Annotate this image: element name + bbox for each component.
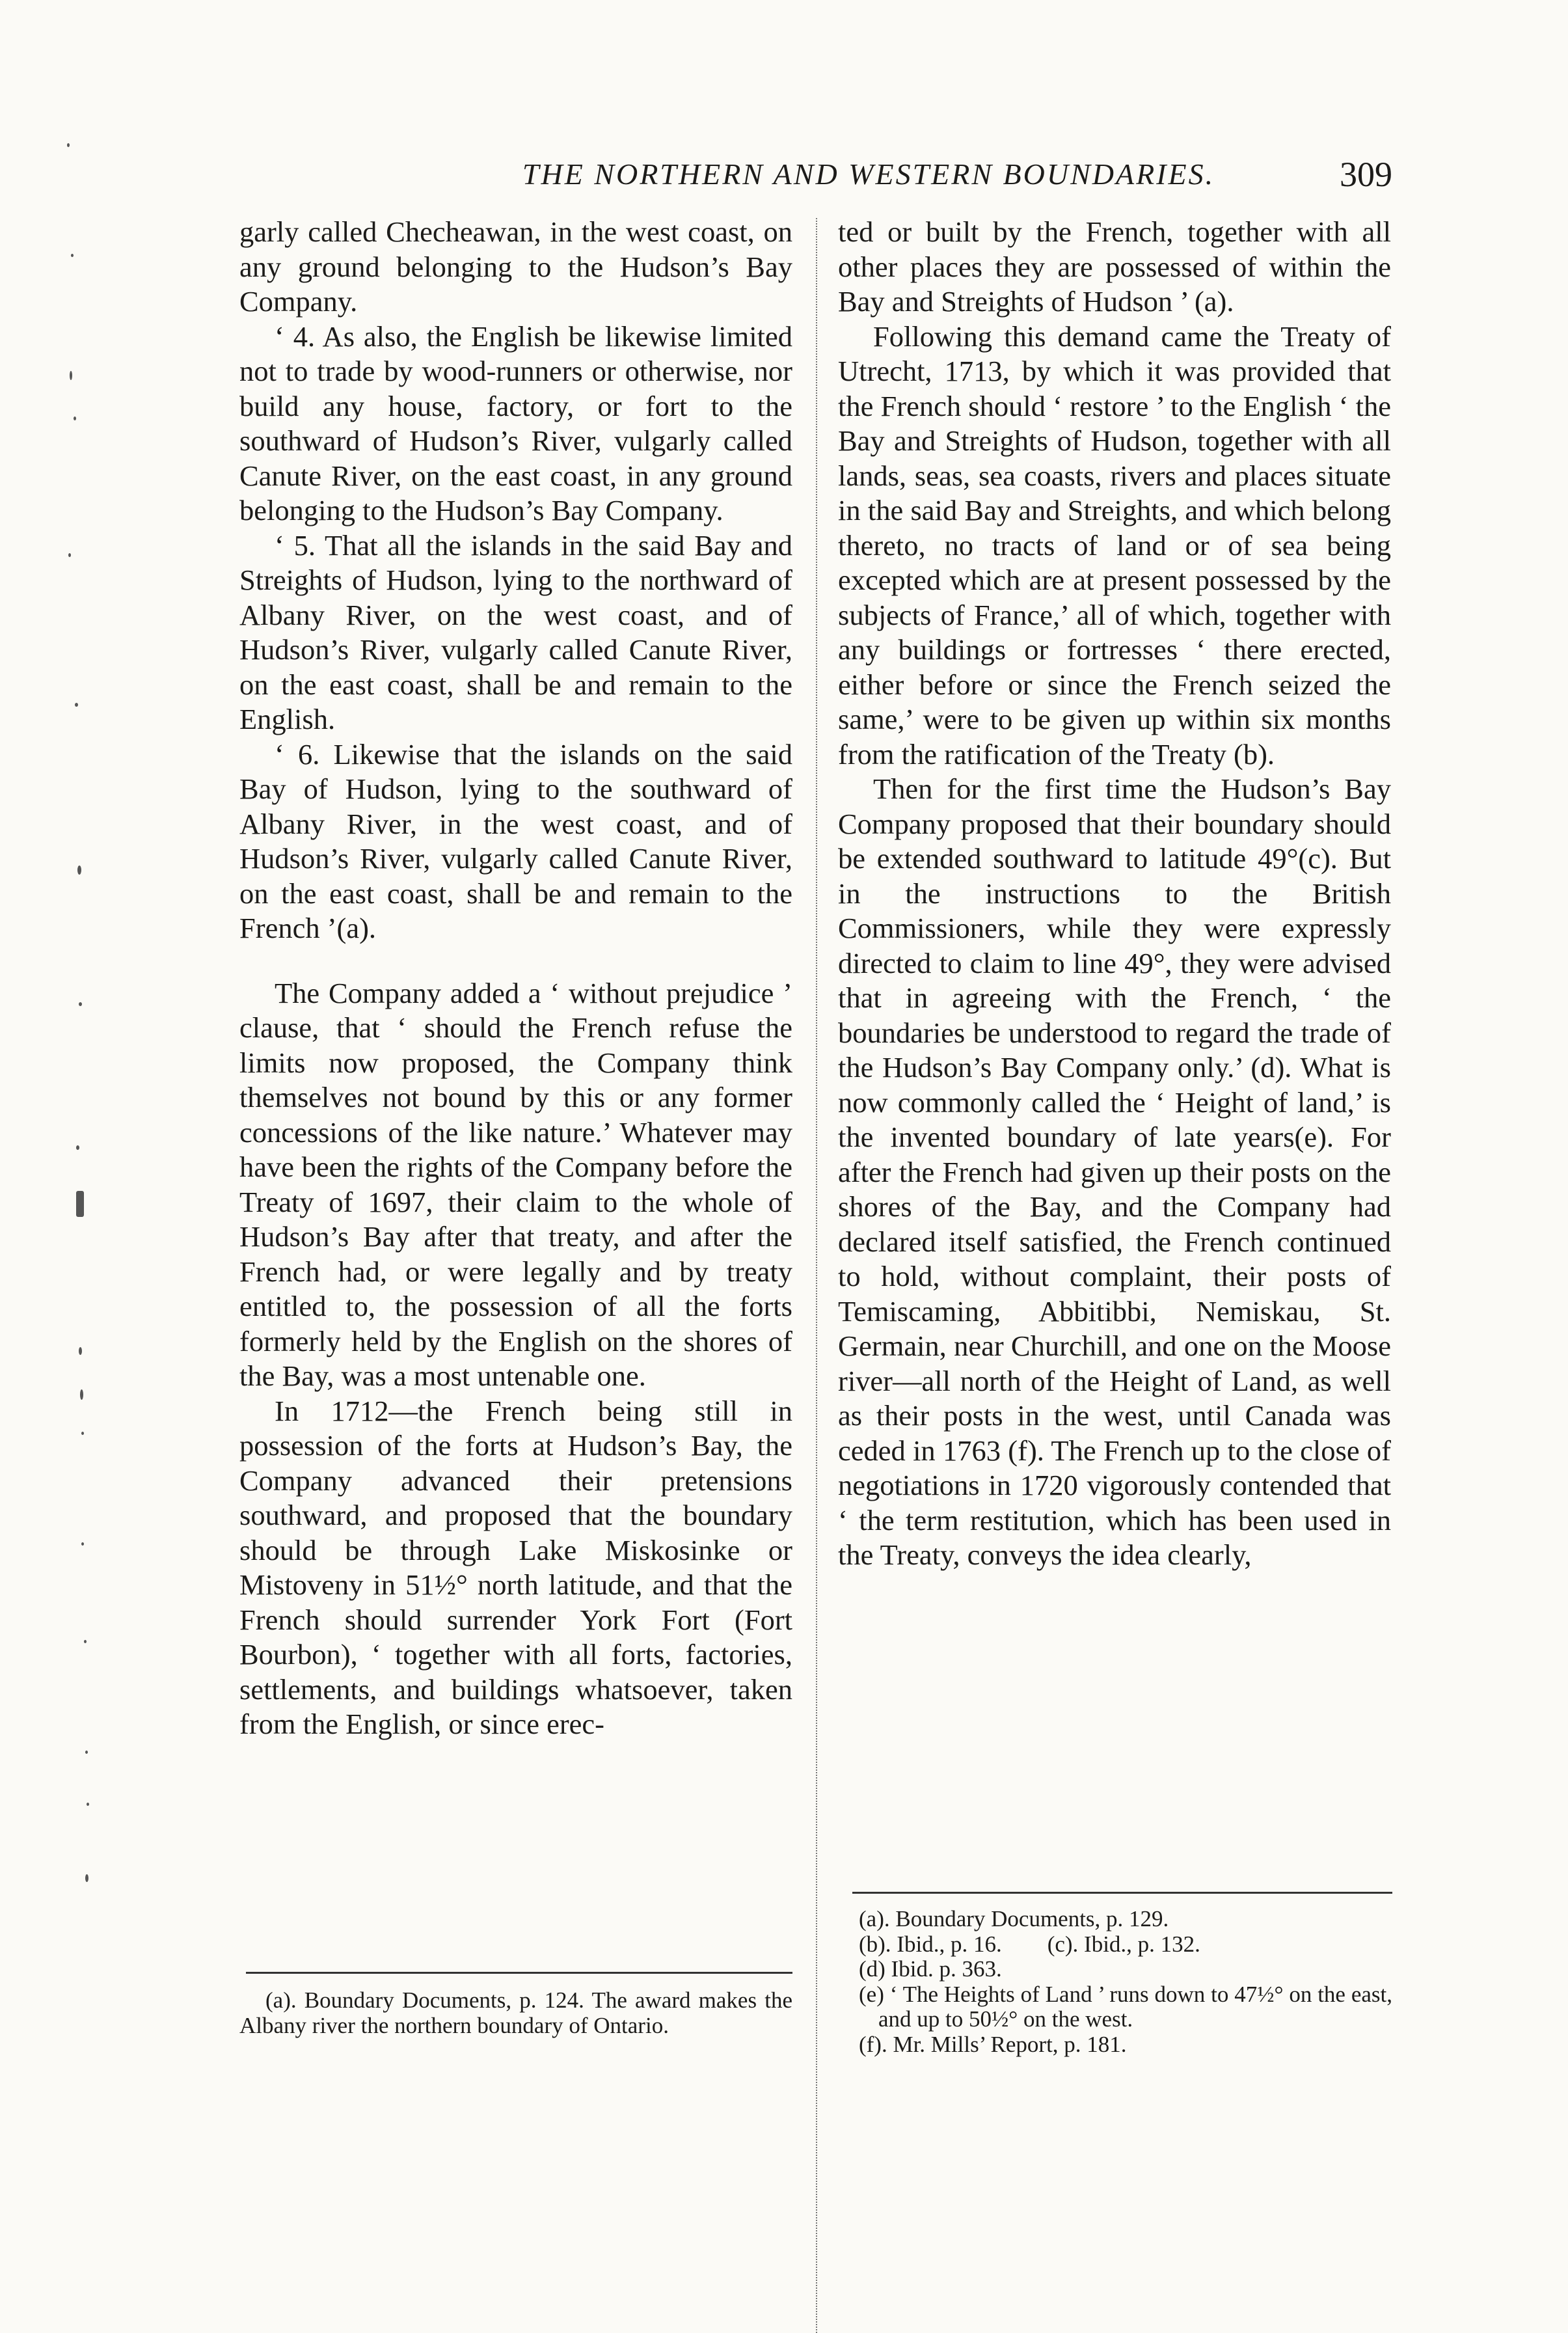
paragraph: Following this demand came the Treaty of Utrecht, 1713, by which it was provided that the French should ‘ restore ’ to the English ‘ the Bay and Streights of Hudson, together with all lands, seas, sea coasts, rivers and places situate in the said Bay and Streights, and which belong thereto, no tracts of land or of sea being excepted which are at present possessed by the subjects of France,’ all of which, together with any buildings or fortresses ‘ there erected, either before or since the French seized the same,’ were to be given up within six months from the ratification of the Treaty (b). <box>838 320 1391 771</box>
footnote: (d) Ibid. p. 363. <box>859 1956 1002 1982</box>
paragraph: Then for the first time the Hudson’s Bay Company proposed that their boundary should be extended southward to latitude 49°(c). But in the instructions to the British Commissioners, while they were expressly directed to claim to line 49°, they were advised that in agreeing with the French, ‘ the boundaries be understood to regard the trade of the Hudson’s Bay Company only.’ (d). What is now commonly called the ‘ Height of land,’ is the invented boundary of late years(e). For after the French had given up their posts on the shores of the Bay, and the Company had declared itself satisfied, the French continued to hold, without complaint, their posts of Temiscaming, Abbitibbi, Nemiskau, St. Germain, near Churchill, and one on the Moose river—all north of the Height of Land, as well as their posts in the west, until Canada was ceded in 1763 (f). The French up to the close of negotiations in 1720 vigorously contended that ‘ the term restitution, which has been used in the Treaty, conveys the idea clearly, <box>838 772 1391 1571</box>
footnote-rule-right <box>852 1892 1392 1894</box>
paragraph: ted or built by the French, together with all other places they are possessed of within the Bay and Streights of Hudson ’ (a). <box>838 215 1391 318</box>
paragraph: garly called Checheawan, in the west coast, on any ground belonging to the Hudson’s Bay Company. <box>239 215 792 318</box>
footnote: (f). Mr. Mills’ Report, p. 181. <box>859 2031 1127 2057</box>
running-title: THE NORTHERN AND WESTERN BOUNDARIES. <box>522 157 1215 191</box>
footnote-rule-left <box>246 1972 792 1974</box>
paragraph: In 1712—the French being still in possession of the forts at Hudson’s Bay, the Company advanced their pretensions southward, and proposed that the boundary should be through Lake Miskosinke or Mistoveny in 51½° north latitude, and that the French should surrender York Fort (Fort Bourbon), ‘ together with all forts, factories, settlements, and buildings whatsoever, taken from the English, or since erec- <box>239 1394 792 1740</box>
paragraph: The Company added a ‘ without prejudice ’ clause, that ‘ should the French refuse the limits now proposed, the Company think themselves not bound by this or any former concessions of the like nature.’ Whatever may have been the rights of the Company before the Treaty of 1697, their claim to the whole of Hudson’s Bay after that treaty, and after the French had, or were legally and by treaty entitled to, the possession of all the forts formerly held by the English on the shores of the Bay, was a most untenable one. <box>239 976 792 1392</box>
footnotes-right <box>859 1907 1392 2057</box>
paragraph: ‘ 4. As also, the English be likewise limited not to trade by wood-runners or otherwise, nor build any house, factory, or fort to the southward of Hudson’s River, vulgarly called Canute River, on the east coast, in any ground belonging to the Hudson’s Bay Company. <box>239 320 792 526</box>
scan-margin-specks <box>62 130 101 1952</box>
column-divider <box>816 218 817 2333</box>
paragraph: ‘ 6. Likewise that the islands on the said Bay of Hudson, lying to the southward of Albany River, in the west coast, and of Hudson’s River, vulgarly called Canute River, on the east coast, shall be and remain to the French ’(a). <box>239 737 792 944</box>
page-header <box>455 148 1392 200</box>
footnote: (a). Boundary Documents, p. 124. The award makes the Albany river the northern boundary of Ontario. <box>239 1987 792 2038</box>
left-column <box>239 215 792 1742</box>
footnote: (a). Boundary Documents, p. 129. <box>859 1906 1169 1931</box>
footnote: (b). Ibid., p. 16. (c). Ibid., p. 132. <box>859 1931 1200 1957</box>
right-column <box>838 215 1391 1573</box>
paragraph: ‘ 5. That all the islands in the said Bay and Streights of Hudson, lying to the northward of Albany River, on the west coast, and of Hudson’s River, vulgarly called Canute River, on the east coast, shall be and remain to the English. <box>239 528 792 735</box>
footnote: (e) ‘ The Heights of Land ’ runs down to 47½° on the east, and up to 50½° on the west. <box>859 1981 1392 2032</box>
page-number: 309 <box>1340 155 1392 194</box>
footnotes-left <box>239 1988 792 2038</box>
